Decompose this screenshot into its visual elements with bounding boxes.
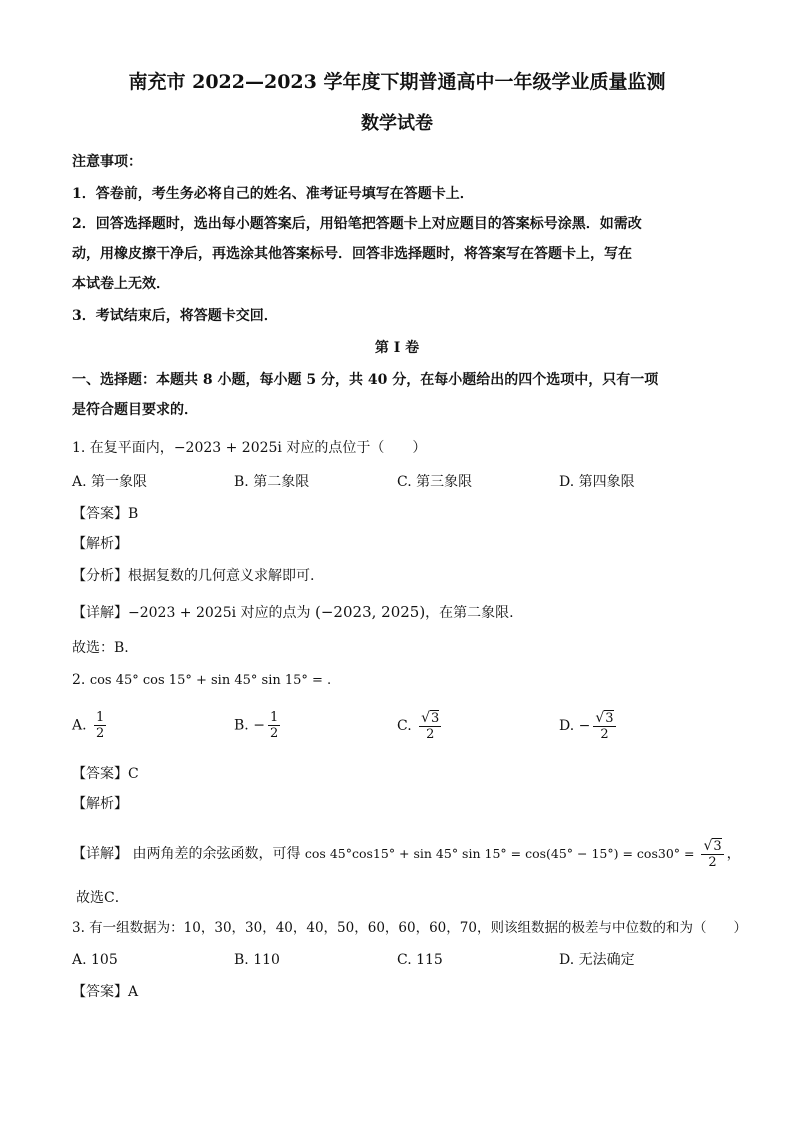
- detail-fraction: [701, 838, 723, 870]
- fraction-denominator: 2: [269, 726, 279, 741]
- fraction-numerator: 1: [269, 710, 279, 725]
- question-1: [72, 438, 426, 458]
- question-3-answer: [72, 982, 138, 1002]
- question-3-option-c: C. 115: [397, 952, 443, 968]
- section-heading-line-2: 是符合题目要求的．: [72, 402, 198, 418]
- answer-value: A: [128, 984, 139, 1000]
- detail-expression: cos 45°cos15° + sin 45° sin 15° = cos(45° − 15°) = cos30° =: [304, 846, 699, 861]
- fraction-denominator: 2: [708, 855, 717, 870]
- detail-end: ，: [726, 846, 741, 862]
- question-3-option-d: D. 无法确定: [559, 952, 635, 968]
- question-1-option-b: B. 第二象限: [234, 474, 310, 490]
- question-3: 3. 有一组数据为：10，30，30，40，40，50，60，60，60，70，则该组数据的极差与中位数的和为（ ）: [72, 920, 747, 936]
- notes-item-2-line-2: 动，用橡皮擦干净后，再选涂其他答案标号．回答非选择题时，将答案写在答题卡上，写在: [72, 246, 632, 262]
- question-1-answer: [72, 504, 138, 524]
- sqrt-icon: √: [595, 710, 605, 726]
- fraction-numerator: 1: [96, 710, 105, 725]
- question-3-option-a: A. 105: [72, 952, 118, 968]
- question-1-choose: 故选：B.: [72, 640, 129, 656]
- notes-item-2-line-3: 本试卷上无效．: [72, 276, 170, 292]
- notes-heading: 注意事项：: [72, 154, 142, 170]
- fenxi-text: 根据复数的几何意义求解即可.: [128, 568, 315, 584]
- detail-middle: 对应的点为: [236, 605, 316, 621]
- question-1-detail: [72, 602, 514, 623]
- sqrt-radicand: 3: [605, 711, 614, 726]
- option-d-sign: −: [578, 718, 591, 734]
- question-1-expression: −2023 + 2025i: [173, 440, 282, 456]
- option-b-fraction: [268, 710, 280, 741]
- fraction-numerator: [419, 710, 441, 727]
- answer-value: C: [128, 766, 139, 782]
- option-c-label: C.: [397, 718, 412, 734]
- detail-label: 【详解】: [72, 846, 128, 862]
- question-2-answer: [72, 764, 139, 784]
- answer-value: B: [128, 506, 139, 522]
- question-2-option-b: [234, 710, 283, 741]
- answer-label: 【答案】: [72, 506, 128, 522]
- page-title: 南充市 2022—2023 学年度下期普通高中一年级学业质量监测: [128, 71, 666, 93]
- question-1-analysis-label: 【解析】: [72, 536, 128, 552]
- answer-label: 【答案】: [72, 766, 128, 782]
- detail-point: (−2023, 2025): [315, 603, 426, 621]
- fraction-denominator: 2: [600, 727, 609, 742]
- part-label: 第 I 卷: [374, 340, 420, 356]
- question-1-prefix: 1. 在复平面内，: [72, 440, 174, 456]
- option-d-fraction: [593, 710, 615, 742]
- option-b-label: B.: [234, 717, 249, 734]
- question-3-option-b: B. 110: [234, 952, 280, 968]
- option-b-sign: −: [253, 717, 265, 734]
- question-2-analysis-label: 【解析】: [72, 796, 128, 812]
- question-1-fenxi: [72, 566, 314, 586]
- detail-end: ，在第二象限.: [425, 605, 514, 621]
- fraction-numerator: [593, 710, 615, 727]
- page-subtitle: 数学试卷: [361, 113, 433, 134]
- question-2-choose: 故选C．: [76, 890, 129, 906]
- sqrt-icon: √: [703, 838, 713, 854]
- option-c-fraction: [419, 710, 441, 742]
- question-1-option-d: D. 第四象限: [559, 474, 635, 490]
- fraction-numerator: [701, 838, 723, 855]
- question-2-option-d: [559, 710, 619, 742]
- option-a-fraction: [94, 710, 106, 741]
- question-2: [72, 670, 331, 691]
- detail-expression: −2023 + 2025i: [128, 605, 237, 621]
- detail-text: 由两角差的余弦函数，可得: [132, 846, 305, 862]
- option-d-label: D.: [559, 718, 575, 734]
- question-1-suffix: 对应的点位于（ ）: [281, 440, 427, 456]
- notes-item-3: 3．考试结束后，将答题卡交回．: [72, 308, 278, 324]
- question-1-option-c: C. 第三象限: [397, 474, 473, 490]
- question-2-option-a: [72, 710, 109, 741]
- question-1-option-a: A. 第一象限: [72, 474, 148, 490]
- section-heading-line-1: 一、选择题：本题共 8 小题，每小题 5 分，共 40 分，在每小题给出的四个选项中，只有一项: [72, 372, 659, 388]
- sqrt-icon: √: [421, 710, 431, 726]
- sqrt-radicand: 3: [713, 839, 722, 854]
- notes-item-2-line-1: 2．回答选择题时，选出每小题答案后，用铅笔把答题卡上对应题目的答案标号涂黑．如需改: [72, 216, 642, 232]
- answer-label: 【答案】: [72, 984, 128, 1000]
- detail-label: 【详解】: [72, 605, 128, 621]
- fenxi-label: 【分析】: [72, 568, 128, 584]
- question-2-expression: cos 45° cos 15° + sin 45° sin 15° = .: [89, 673, 332, 688]
- fraction-denominator: 2: [96, 726, 105, 741]
- question-2-detail: [72, 838, 741, 870]
- question-2-option-c: [397, 710, 444, 742]
- sqrt-radicand: 3: [431, 711, 440, 726]
- fraction-denominator: 2: [426, 727, 435, 742]
- notes-item-1: 1．答卷前，考生务必将自己的姓名、准考证号填写在答题卡上．: [72, 186, 474, 202]
- option-a-label: A.: [72, 717, 87, 734]
- question-2-prefix: 2.: [72, 672, 90, 688]
